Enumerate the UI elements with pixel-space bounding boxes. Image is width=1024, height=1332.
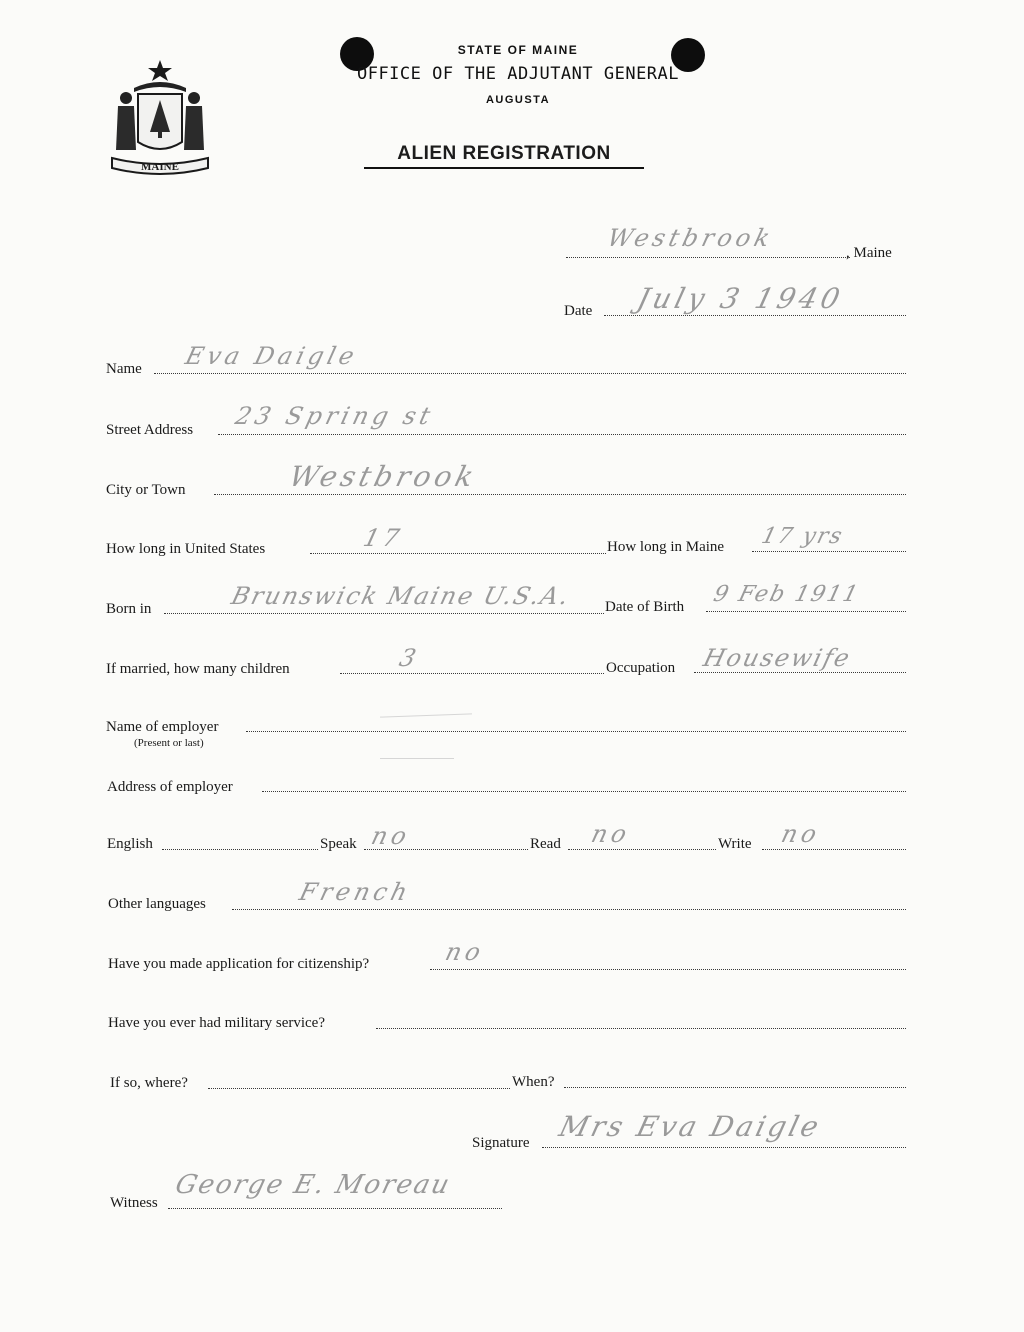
street-value: 23 Spring st: [232, 402, 438, 430]
maine-label: How long in Maine: [607, 539, 725, 555]
witness-value: George E. Moreau: [172, 1170, 455, 1200]
us-value: 17: [360, 524, 407, 552]
write-label: Write: [718, 836, 752, 852]
where-label: If so, where?: [110, 1075, 188, 1091]
name-value: Eva Daigle: [182, 342, 361, 370]
header-state: STATE OF MAINE: [457, 43, 579, 57]
us-line: [310, 553, 606, 554]
read-label: Read: [530, 836, 561, 852]
write-value: no: [778, 820, 824, 848]
other-lang-line: [232, 909, 906, 910]
seal-motto: MAINE: [141, 161, 179, 173]
date-value: July 3 1940: [633, 282, 848, 315]
employer-dash-2: [380, 758, 454, 759]
employer-line: [246, 731, 906, 732]
town-line: [566, 257, 850, 258]
born-label: Born in: [106, 601, 152, 617]
when-line: [564, 1087, 906, 1088]
date-line: [604, 315, 906, 316]
name-line: [154, 373, 906, 374]
occupation-line: [694, 672, 906, 673]
signature-value: Mrs Eva Daigle: [555, 1110, 825, 1143]
read-value: no: [588, 820, 634, 848]
witness-label: Witness: [110, 1195, 158, 1211]
other-lang-value: French: [296, 878, 415, 906]
born-value: Brunswick Maine U.S.A.: [228, 582, 574, 610]
occupation-value: Housewife: [700, 644, 855, 672]
town-value: Westbrook: [604, 224, 777, 252]
signature-label: Signature: [472, 1135, 530, 1151]
city-line: [214, 494, 906, 495]
military-label: Have you ever had military service?: [108, 1015, 325, 1031]
born-line: [164, 613, 604, 614]
read-line: [568, 849, 716, 850]
maine-value: 17 yrs: [758, 524, 847, 549]
children-label: If married, how many children: [106, 661, 290, 677]
signature-line: [542, 1147, 906, 1148]
occupation-label: Occupation: [606, 660, 676, 676]
other-lang-label: Other languages: [108, 896, 206, 912]
witness-line: [168, 1208, 502, 1209]
children-line: [340, 673, 604, 674]
maine-line: [752, 551, 906, 552]
street-line: [218, 434, 906, 435]
employer-address-line: [262, 791, 906, 792]
where-line: [208, 1088, 510, 1089]
city-value: Westbrook: [285, 460, 481, 493]
citizenship-line: [430, 969, 906, 970]
date-label: Date: [564, 303, 593, 319]
english-label: English: [107, 836, 153, 852]
speak-value: no: [368, 822, 414, 850]
employer-label: Name of employer: [106, 719, 219, 735]
employer-address-label: Address of employer: [107, 779, 233, 795]
citizenship-label: Have you made application for citizenship?: [108, 956, 370, 972]
write-line: [762, 849, 906, 850]
english-line: [162, 849, 318, 850]
city-label: City or Town: [106, 482, 186, 498]
dob-label: Date of Birth: [605, 599, 685, 615]
town-suffix: , Maine: [846, 245, 892, 261]
speak-label: Speak: [320, 836, 357, 852]
children-value: 3: [396, 644, 423, 672]
form-title: ALIEN REGISTRATION: [364, 143, 644, 169]
us-label: How long in United States: [106, 541, 266, 557]
header-city: AUGUSTA: [485, 94, 551, 106]
military-line: [376, 1028, 906, 1029]
dob-value: 9 Feb 1911: [710, 582, 863, 607]
street-label: Street Address: [106, 422, 194, 438]
name-label: Name: [106, 361, 142, 377]
employer-dash: [380, 713, 472, 717]
citizenship-value: no: [442, 938, 488, 966]
dob-line: [706, 611, 906, 612]
header-office: OFFICE OF THE ADJUTANT GENERAL: [356, 64, 680, 84]
when-label: When?: [512, 1074, 555, 1090]
employer-sublabel: (Present or last): [134, 737, 204, 749]
